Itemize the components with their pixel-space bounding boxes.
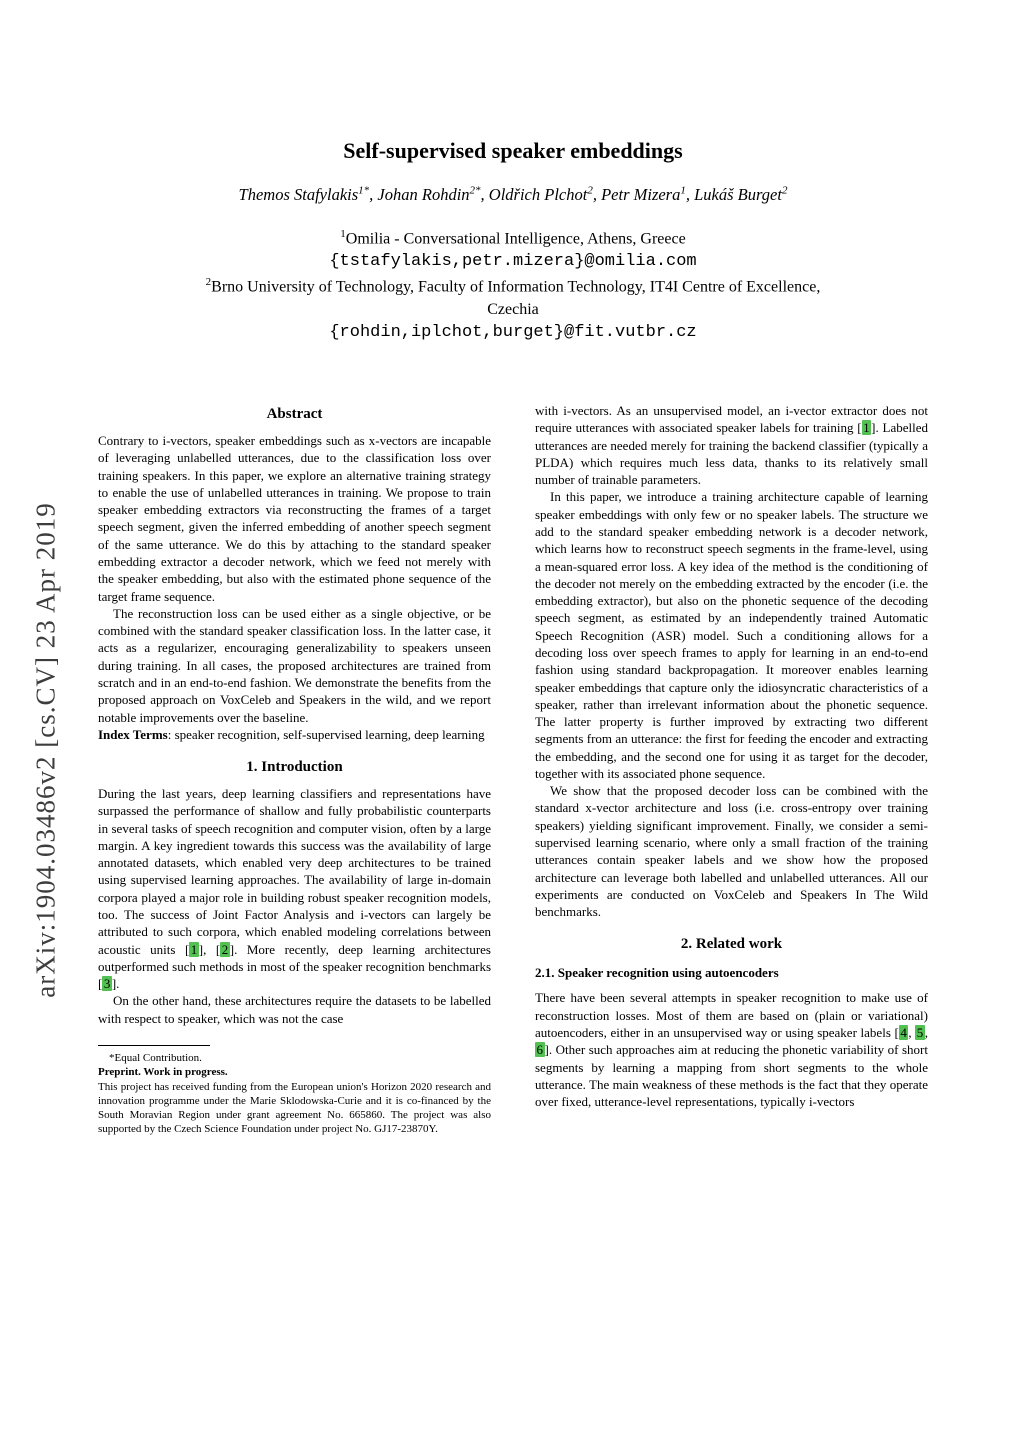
author-superscript: 2 xyxy=(587,184,593,196)
paragraph xyxy=(535,989,928,1110)
author-name: Johan Rohdin xyxy=(377,184,470,204)
text-run: We show that the proposed decoder loss can be combined with the standard x-vector architecture and loss (i.e. cross-entropy over training speakers) yielding significant improvement. Finally, we consider a semi-supervised learning scenario, where only a small fraction of the training utterances contain speaker labels and we show how the proposed architecture can leverage both labelled and unlabelled utterances. All our experiments are conducted on VoxCeleb and Speakers In The Wild benchmarks. xyxy=(535,783,928,920)
right-column xyxy=(535,402,928,1137)
citation-link[interactable]: 1 xyxy=(863,420,870,436)
affiliation-line xyxy=(98,227,928,251)
section-heading: Abstract xyxy=(266,406,323,422)
section-heading: 1. Introduction xyxy=(246,759,343,776)
text-run: ]. More recently, deep learning architectures outperformed such methods in most of the speaker recognition benchmarks [ xyxy=(98,941,491,992)
arxiv-watermark: arXiv:1904.03486v2 [cs.CV] 23 Apr 2019 xyxy=(30,502,61,998)
author xyxy=(489,185,601,204)
author-separator: , xyxy=(685,184,695,204)
citation-link[interactable]: 3 xyxy=(103,976,111,992)
text-run: This project has received funding from the European union's Horizon 2020 research and innovation programme under the Marie Sklodowska-Curie and it is co-financed by the South Moravian Region under grant agreement No. 665860. The project was also supported by the Czech Science Foundation under project No. GJ17-23870Y. xyxy=(98,1080,491,1136)
text-run: ]. xyxy=(111,976,120,992)
text-run: On the other hand, these architectures require the datasets to be labelled with respect to speaker, which was not the case xyxy=(98,993,491,1026)
email-address: {rohdin,iplchot,burget}@fit.vutbr.cz xyxy=(329,323,697,343)
affiliation-superscript: 2 xyxy=(205,275,212,288)
paragraph xyxy=(98,605,491,726)
author-name: Oldřich Plchot xyxy=(488,184,588,204)
author xyxy=(694,185,787,204)
text-run: with i-vectors. As an unsupervised model, an i-vector extractor does not require utterances with associated speaker labels for training [ xyxy=(535,403,928,436)
authors-line xyxy=(98,184,928,205)
affiliation-line xyxy=(98,275,928,299)
author-separator: , xyxy=(592,184,602,204)
paragraph xyxy=(98,432,491,605)
author-superscript: 2* xyxy=(469,184,481,196)
bold-text: Index Terms xyxy=(98,726,168,742)
affiliations xyxy=(98,227,928,347)
paper-title: Self-supervised speaker embeddings xyxy=(343,138,683,163)
author xyxy=(601,185,694,204)
paragraph xyxy=(98,785,491,992)
affiliation-text: Czechia xyxy=(487,301,539,319)
author-separator: , xyxy=(369,184,378,204)
author xyxy=(377,185,488,204)
author-separator: , xyxy=(480,184,489,204)
paper-header xyxy=(98,0,928,346)
text-run: ]. Labelled utterances are needed merely for training the backend classifier (typically a PLDA) which requires much less data, thanks to its relatively small number of trainable parameters. xyxy=(535,420,928,488)
affiliation-superscript: 1 xyxy=(340,227,346,240)
paragraph xyxy=(535,782,928,920)
citation-link[interactable]: 4 xyxy=(900,1025,907,1040)
paragraph xyxy=(98,726,491,743)
text-run: During the last years, deep learning classifiers and representations have surpassed the performance of shallow and fully probabilistic counterparts in several tasks of speech recognition and computer vision, often by a large margin. A key ingredient towards this success was the availability of large annotated datasets, which enabled very deep architectures to be trained using supervised learning approaches. The availability of large in-domain corpora played a major role in building robust speaker recognition models, too. The success of Joint Factor Analysis and i-vectors can largely be attributed to such corpora, which enabled modeling correlations between acoustic units [ xyxy=(98,786,491,957)
text-run: There have been several attempts in speaker recognition to make use of reconstruction losses. Most of them are based on (plain or variational) autoencoders, either in an unsupervised way or using speaker labels [ xyxy=(535,990,928,1040)
author-name: Lukáš Burget xyxy=(694,184,782,204)
text-run: *Equal Contribution. xyxy=(109,1052,202,1064)
affiliation-text: Omilia - Conversational Intelligence, Athens, Greece xyxy=(345,229,686,247)
text-run: The reconstruction loss can be used either as a single objective, or be combined with the standard speaker classification loss. In the latter case, it acts as a regularizer, encouraging generalizability to speakers unseen during training. In all cases, the proposed architectures are trained from scratch and in an end-to-end fashion. We demonstrate the benefits from the proposed approach on VoxCeleb and Speakers in the wild, and we report notable improvements over the baseline. xyxy=(98,605,491,725)
text-run: ]. Other such approaches aim at reducing the phonetic variability of short segments by learning a mapping from short segments to the whole utterance. The main weakness of these methods is the fact that they operate over fixed, utterance-level representations, typically i-vectors xyxy=(535,1042,928,1110)
paper-content xyxy=(98,0,928,1137)
citation-link[interactable]: 2 xyxy=(221,941,229,957)
paragraph xyxy=(535,402,928,488)
author-superscript: 1* xyxy=(358,184,370,196)
footnote-paragraph xyxy=(98,1065,491,1079)
text-run: Contrary to i-vectors, speaker embeddings such as x-vectors are incapable of leveraging unlabelled utterances, due to the classification loss over training speakers. In this paper, we explore an alternative training strategy to enable the use of unlabelled utterances in training. We propose to train speaker embedding extractors via reconstructing the frames of a target speech segment, given the inferred embedding of another speech segment of the same utterance. We do this by attaching to the standard speaker embedding extractor a decoder network, which we feed not merely with the speaker embedding, but also with the estimated phone sequence of the target frame sequence. xyxy=(98,433,491,604)
author-name: Themos Stafylakis xyxy=(238,184,359,204)
author-name: Petr Mizera xyxy=(601,184,681,204)
text-run: , xyxy=(908,1025,916,1040)
text-run: In this paper, we introduce a training architecture capable of learning speaker embeddings with only few or no speaker labels. The structure we add to the standard speaker embedding network is a decoder network, which learns how to reconstruct speech segments in the frame-level, using a mean-squared error loss. A key idea of the method is the conditioning of the decoder not merely on the embedding extracted by the encoder (i.e. the embedding extractor), but also on the phonetic sequence of the decoding speech segment, as estimated by an independently trained Automatic Speech Recognition (ASR) model. Such a conditioning allows for a decoding loss over speech frames to apply for learning in an end-to-end fashion using standard backpropagation. It moreover enables learning speaker embeddings that capture only the idiosyncratic characteristics of a speaker, rather than irrelevant information about the phonetic sequence. The latter property is further improved by extracting two different segments from an utterance: the first for feeding the encoder and extracting the embedding, and the second one for using it as target for the decoder, together with its associated phone sequence. xyxy=(535,489,928,781)
affiliation-text: Brno University of Technology, Faculty of Information Technology, IT4I Centre of Excellence, xyxy=(211,277,821,295)
citation-link[interactable]: 6 xyxy=(536,1042,543,1058)
citation-link[interactable]: 1 xyxy=(190,941,198,957)
paragraph xyxy=(535,488,928,782)
footnote-paragraph xyxy=(98,1080,491,1137)
text-run: ], [ xyxy=(198,941,221,957)
two-column-body xyxy=(98,402,928,1137)
author-superscript: 2 xyxy=(781,184,788,196)
affiliation-line xyxy=(98,298,928,321)
paragraph xyxy=(98,992,491,1027)
text-run: : speaker recognition, self-supervised learning, deep learning xyxy=(167,726,485,742)
footnote-paragraph xyxy=(98,1051,491,1065)
text-run: , xyxy=(924,1025,929,1040)
footnote-rule xyxy=(98,1045,210,1046)
email-address: {tstafylakis,petr.mizera}@omilia.com xyxy=(329,252,697,272)
author xyxy=(239,185,378,204)
bold-text: Preprint. Work in progress. xyxy=(98,1066,228,1079)
subsection-heading: 2.1. Speaker recognition using autoencoders xyxy=(535,965,779,981)
section-heading: 2. Related work xyxy=(680,936,783,953)
author-superscript: 1 xyxy=(680,184,686,196)
citation-link[interactable]: 5 xyxy=(916,1025,924,1040)
left-column xyxy=(98,402,491,1137)
